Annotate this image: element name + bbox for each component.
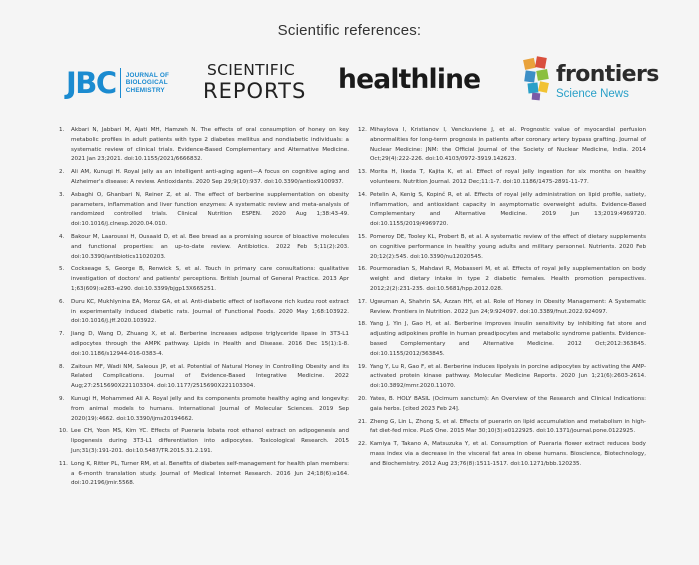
jbc-logo (66, 66, 169, 100)
reference-item (358, 126, 646, 165)
references-left-column (59, 126, 349, 492)
healthline-logo: healthline (338, 64, 481, 95)
reference-number: 2. (59, 169, 65, 176)
reference-number: 3. (59, 191, 65, 198)
jbc-logo-text (126, 72, 169, 95)
reference-number: 7. (59, 331, 65, 338)
reference-text: Zheng G, Lin L, Zhong S, et al. Effects of puerarin on lipid accumulation and metabolism in high-fat diet-fed mice. PLoS One. 2015 Mar 30;10(3):e0122925. doi:10.1371/journal.pone.0122925. (370, 418, 646, 435)
reference-item (358, 320, 646, 359)
reference-item (358, 168, 646, 188)
reference-text: Yates, B. HOLY BASIL (Ocimum sanctum): An Overview of the Research and Clinical Indications: gaia herbs. [cited 2023 Feb 24]. (370, 395, 646, 412)
reference-text: Pomeroy DE, Tooley KL, Probert B, et al. A systematic review of the effect of dietary supplements on cognitive performance in healthy young adults and military personnel. Nutrients. 2020 Feb 20;12(2):545. doi:10.3390/nu12020545. (370, 233, 646, 260)
reference-text: Ali AM, Kunugi H. Royal jelly as an intelligent anti-aging agent—A focus on cognitive aging and Alzheimer's disease: A review. Antioxidants. 2020 Sep 29;9(10):937. doi:10.3390/antiox9100937. (71, 169, 349, 185)
reference-text: Long K, Ritter PL, Turner RM, et al. Benefits of diabetes self-management for health plan members: a 6-month translation study. Journal of Medical Internet Research. 2016 Jun 24;18(6):e164. doi:10.2196/jmir.5568. (71, 460, 349, 487)
reference-number: 10. (59, 428, 68, 435)
reference-number: 9. (59, 395, 65, 402)
frontiers-logo-subtitle: Science News (556, 88, 629, 100)
reference-item (358, 418, 646, 438)
reference-item (59, 363, 349, 392)
reference-item (59, 427, 349, 456)
reference-text: Mihaylova I, Kristianov I, Venckuviene J, et al. Prognostic value of myocardial perfusion abnormalities for long-term prognosis in patients after coronary artery bypass grafting. Journal of Nuclear Medicine: JNM: the Official Journal of the Society of Nuclear Medicine, India. 2014 Oct;29(4):222-226. doi:10.4103/0972-3919.142623. (370, 127, 646, 163)
reference-number: 12. (358, 127, 367, 133)
reference-number: 18. (358, 321, 367, 328)
reference-text: Lee CH, Yoon MS, Kim YC. Effects of Pueraria lobata root ethanol extract on adipogenesis and lipogenesis during 3T3-L1 differentiation into adipocytes. Toxicological Research. 2015 Jun;31(3):191-201. doi:10.5487/TR.2015.31.2.191. (71, 428, 349, 454)
reference-number: 20. (358, 395, 367, 402)
reference-item (358, 191, 646, 230)
reference-text: Jiang D, Wang D, Zhuang X, et al. Berberine increases adipose triglyceride lipase in 3T3-L1 adipocytes through the AMPK pathway. Lipids in Health and Disease. 2016 Dec 15(1):1-8. doi:10.1186/s12944-016-0383-4. (71, 331, 349, 357)
page-title: Scientific references: (277, 22, 422, 39)
reference-item (59, 233, 349, 262)
scientific-reports-logo-top: SCIENTIFIC (207, 61, 295, 79)
reference-item (59, 298, 349, 327)
reference-item (358, 233, 646, 262)
jbc-logo-line: JOURNAL OF (125, 71, 170, 79)
reference-text: Cockseage S, George B, Renwick S, et al. Touch in primary care consultations: qualitative investigation of doctors' and patients' perceptions. British Journal of General Practice. 2013 Apr 1;63(609):e283-e290. doi:10.3399/bjgp13X665251. (71, 266, 349, 292)
reference-item (358, 298, 646, 318)
reference-number: 22. (358, 441, 367, 448)
reference-text: Duru KC, Mukhlynina EA, Moroz GA, et al. Anti-diabetic effect of isoflavone rich kudzu root extract in experimentally induced diabetic rats. Journal of Functional Foods. 2020 May 1;68:103922. doi:10.1016/j.jff.2020.103922. (71, 298, 349, 325)
reference-text: Ugwuman A, Shahrin SA, Azzan HH, et al. Role of Honey in Obesity Management: A Systematic Review. Frontiers in Nutrition. 2022 Jun 24;9:924097. doi:10.3389/fnut.2022.924097. (370, 298, 646, 315)
reference-number: 19. (358, 363, 367, 370)
reference-text: Yang Y, Lu R, Gao F, et al. Berberine induces lipolysis in porcine adipocytes by activating the AMP-activated protein kinase pathway. Molecular Medicine Reports. 2020 Jun 1;21(6):2603-2614. doi:10.3892/mmr.2020.11070. (370, 363, 646, 390)
reference-item (59, 191, 349, 230)
reference-number: 1. (59, 127, 65, 133)
reference-item (358, 440, 646, 469)
reference-text: Akbari N, Jabbari M, Ajati MH, Hamzeh N. The effects of oral consumption of honey on key metabolic profiles in adult patients with type 2 diabetes mellitus and nondiabetic individuals: a systematic review of clinical trials. Evidence-Based Complementary and Alternative Medicine. 2021 Jan 23;2021. doi:10.1155/2021/6666832. (71, 127, 349, 163)
reference-text: Petelin A, Kenig S, Kopinč R, et al. Effects of royal jelly administration on lipid profile, satiety, inflammation, and antioxidant capacity in asymptomatic overweight adults. Evidence-Based Complementary and Alternative Medicine. 2019 Jun 13;2019:4969720. doi:10.1155/2019/4969720. (370, 191, 646, 228)
reference-item (59, 168, 349, 188)
jbc-logo-mark: JBC (66, 65, 116, 100)
scientific-reports-logo-bottom: REPORTS (203, 79, 307, 103)
reference-text: Kunugi H, Mohammed Ali A. Royal jelly and its components promote healthy aging and longevity: from animal models to humans. International Journal of Molecular Sciences. 2019 Sep 2020(19):4662. doi:10.3390/ijms20194662. (71, 395, 349, 422)
jbc-logo-divider (120, 68, 121, 98)
frontiers-leaf-icon (522, 56, 554, 102)
reference-text: Bakour M, Laaroussi H, Ousaaid D, et al. Bee bread as a promising source of bioactive molecules and functional properties: an up-to-date review. Antibiotics. 2022 Feb 5;11(2):203. doi:10.3390/antibiotics11020203. (71, 233, 349, 260)
reference-number: 5. (59, 266, 65, 273)
jbc-logo-line: BIOLOGICAL (125, 79, 168, 87)
jbc-logo-line: CHEMISTRY (125, 86, 165, 94)
scientific-reports-logo (203, 61, 307, 103)
reference-text: Asbaghi O, Ghanbari N, Reiner Z, et al. The effect of berberine supplementation on obesity parameters, inflammation and liver function enzymes: A systematic review and meta-analysis of randomized controlled trials. Clinical Nutrition ESPEN. 2020 Aug 1;38:43-49. doi:10.1016/j.clnesp.2020.04.010. (71, 191, 349, 228)
reference-number: 16. (358, 266, 367, 273)
reference-item (59, 460, 349, 489)
frontiers-logo-name: frontiers (556, 62, 659, 87)
reference-number: 13. (358, 169, 367, 176)
reference-number: 8. (59, 363, 65, 370)
reference-number: 21. (358, 418, 367, 425)
reference-text: Zaitoun MF, Wadi NM, Saleous JP, et al. Potential of Natural Honey in Controlling Obesity and its Related Complications. Journal of Evidence-Based Integrative Medicine. 2022 Aug;27:2515690X221103304. doi:10.1177/2515690X221103304. (71, 363, 349, 390)
reference-item (59, 126, 349, 165)
reference-item (59, 330, 349, 359)
reference-text: Yang J, Yin J, Gao H, et al. Berberine improves insulin sensitivity by inhibiting fat store and adjusting adipokines profile in human preadipocytes and metabolic syndrome patients. Evidence-based Complementary and Alternative Medicine. 2012 Oct;2012:363845. doi:10.1155/2012/363845. (370, 321, 646, 357)
reference-text: Pourmoradian S, Mahdavi R, Mobasseri M, et al. Effects of royal jelly supplementation on body weight and dietary intake in type 2 diabetic females. Health promotion perspectives. 2012;2(2):231-235. doi:10.5681/hpp.2012.028. (370, 266, 646, 292)
reference-item (358, 363, 646, 392)
reference-number: 11. (59, 460, 68, 467)
frontiers-logo (522, 56, 659, 106)
reference-number: 17. (358, 298, 367, 305)
reference-text: Morita H, Ikeda T, Kajita K, et al. Effect of royal jelly ingestion for six months on healthy volunteers. Nutrition Journal. 2012 Dec;11:1-7. doi:10.1186/1475-2891-11-77. (370, 169, 646, 185)
reference-item (358, 395, 646, 415)
reference-item (59, 395, 349, 424)
reference-number: 6. (59, 298, 65, 305)
references-right-column (358, 126, 646, 473)
reference-number: 4. (59, 233, 65, 240)
reference-number: 14. (358, 191, 367, 198)
reference-number: 15. (358, 233, 367, 240)
reference-text: Kamiya T, Takano A, Matsuzuka Y, et al. Consumption of Pueraria flower extract reduces body mass index via a decrease in the visceral fat area in obese humans. Bioscience, Biotechnology, and Biochemistry. 2012 Aug 23;76(8):1511-1517. doi:10.1271/bbb.120235. (370, 441, 646, 467)
reference-item (358, 265, 646, 294)
reference-item (59, 265, 349, 294)
